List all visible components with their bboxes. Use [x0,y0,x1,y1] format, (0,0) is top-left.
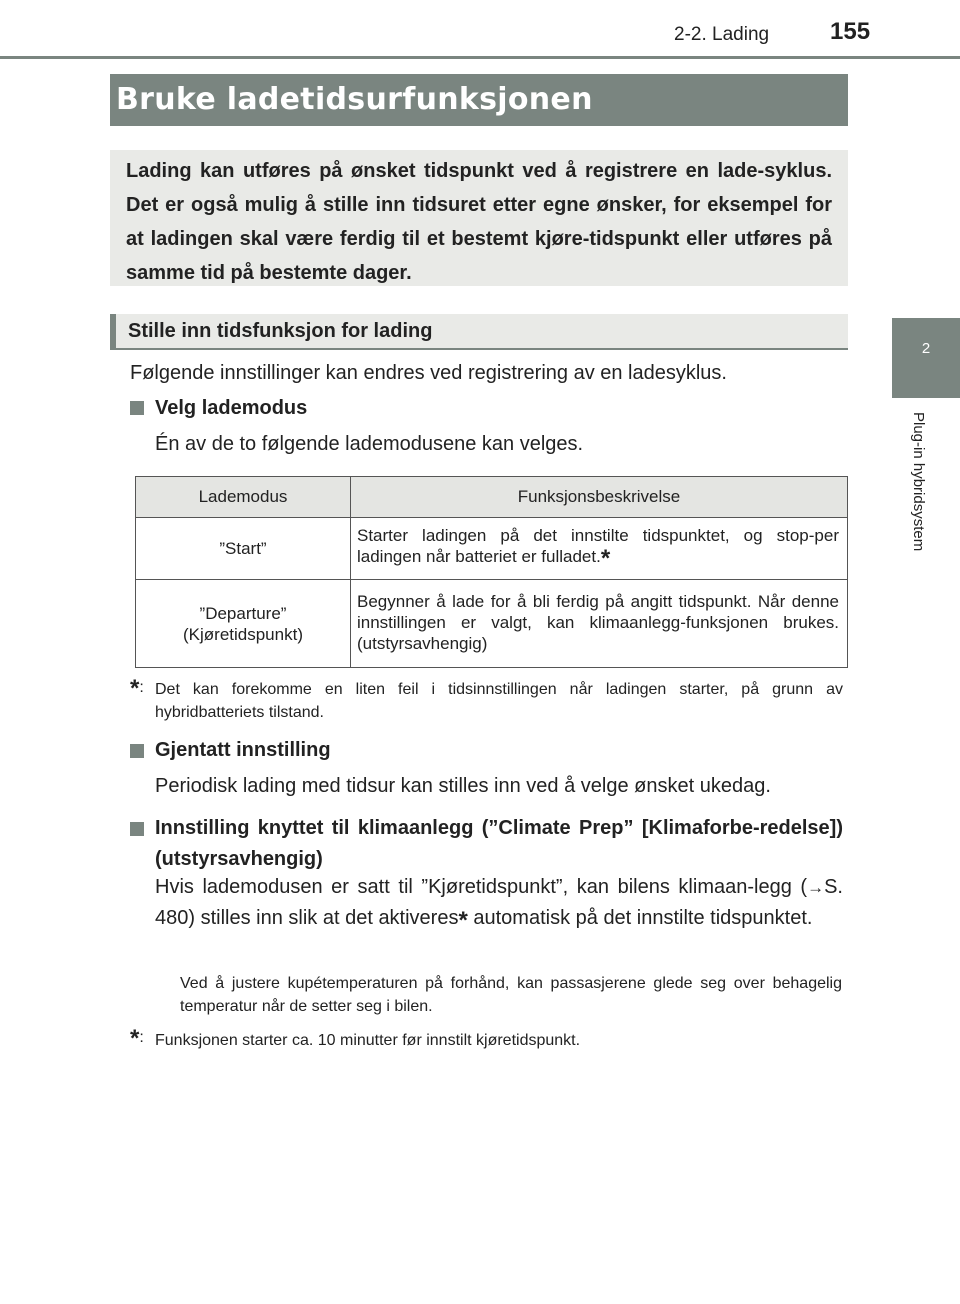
table-row [136,518,848,580]
square-bullet-icon [130,822,144,836]
chapter-number: 2 [921,340,931,357]
mode-table [135,476,848,668]
mode-name: ”Departure” [199,603,287,623]
page-title-bar [110,74,848,126]
footnote-marker: * [130,675,140,702]
table-header-mode: Lademodus [136,477,351,518]
lead-paragraph: Følgende innstillinger kan endres ved registrering av en ladesyklus. [130,362,727,384]
climate-text-a: Hvis lademodusen er satt til ”Kjøretidspunkt”, kan bilens klimaan-legg ( [155,876,808,898]
footnote-colon: : [139,679,144,696]
table-header-row [136,477,848,518]
page-title: Bruke ladetidsurfunksjonen [116,82,593,117]
footnote-2: Funksjonen starter ca. 10 minutter før innstilt kjøretidspunkt. [155,1032,581,1049]
footnote-marker: * [600,544,611,572]
climate-text-b: automatisk på det innstilte tidspunktet. [467,907,813,929]
page-reference-link[interactable]: S. 480) stilles inn slik at det aktiveres [155,876,843,929]
section-label: 2-2. Lading [674,24,770,45]
footnote-colon: : [139,1029,144,1046]
mode-text: Én av de to følgende lademodusene kan velges. [155,433,584,455]
mode-heading: Velg lademodus [155,397,308,419]
subheading-bar [110,314,848,350]
square-bullet-icon [130,744,144,758]
subheading-accent [110,314,116,348]
table-header-description: Funksjonsbeskrivelse [351,477,848,518]
intro-box [110,150,848,286]
table-row [136,580,848,668]
page-number: 155 [830,18,871,45]
climate-heading: Innstilling knyttet til klimaanlegg (”Climate Prep” [Klimaforbe-redelse]) (utstyrsavhengig) [155,817,843,870]
mode-cell: ”Start” [136,518,351,580]
chapter-title: Plug-in hybridsystem [910,412,927,552]
footnote-1: Det kan forekomme en liten feil i tidsinnstillingen når ladingen starter, på grunn av hybridbatteriets tilstand. [155,681,843,721]
mode-subname: (Kjøretidspunkt) [183,624,303,644]
description-cell: Begynner å lade for å bli ferdig på angitt tidspunkt. Når denne innstillingen er valgt, kan klimaanlegg-funksjonen brukes. (utstyrsavhengig) [351,580,848,668]
description-cell [351,518,848,580]
climate-note: Ved å justere kupétemperaturen på forhånd, kan passasjerene glede seg over behagelig temperatur når de setter seg i bilen. [180,975,842,1015]
mode-cell [136,580,351,668]
description-text: Starter ladingen på det innstilte tidspunktet, og stop-per ladingen når batteriet er fulladet. [357,525,839,566]
header-divider [0,56,960,59]
arrow-right-icon: → [807,878,825,897]
subheading: Stille inn tidsfunksjon for lading [128,320,433,342]
footnote-marker: * [458,907,468,934]
climate-text [155,872,843,934]
intro-text: Lading kan utføres på ønsket tidspunkt ved å registrere en lade-syklus. Det er også mulig å stille inn tidsuret etter egne ønsker, for eksempel for at ladingen skal være ferdig til et bestemt kjøre-tidspunkt eller utføres på samme tid på bestemte dager. [126,160,832,284]
chapter-tab [892,318,960,398]
square-bullet-icon [130,401,144,415]
footnote-marker: * [130,1025,140,1052]
repeat-text: Periodisk lading med tidsur kan stilles inn ved å velge ønsket ukedag. [155,775,771,797]
repeat-heading: Gjentatt innstilling [155,739,331,761]
